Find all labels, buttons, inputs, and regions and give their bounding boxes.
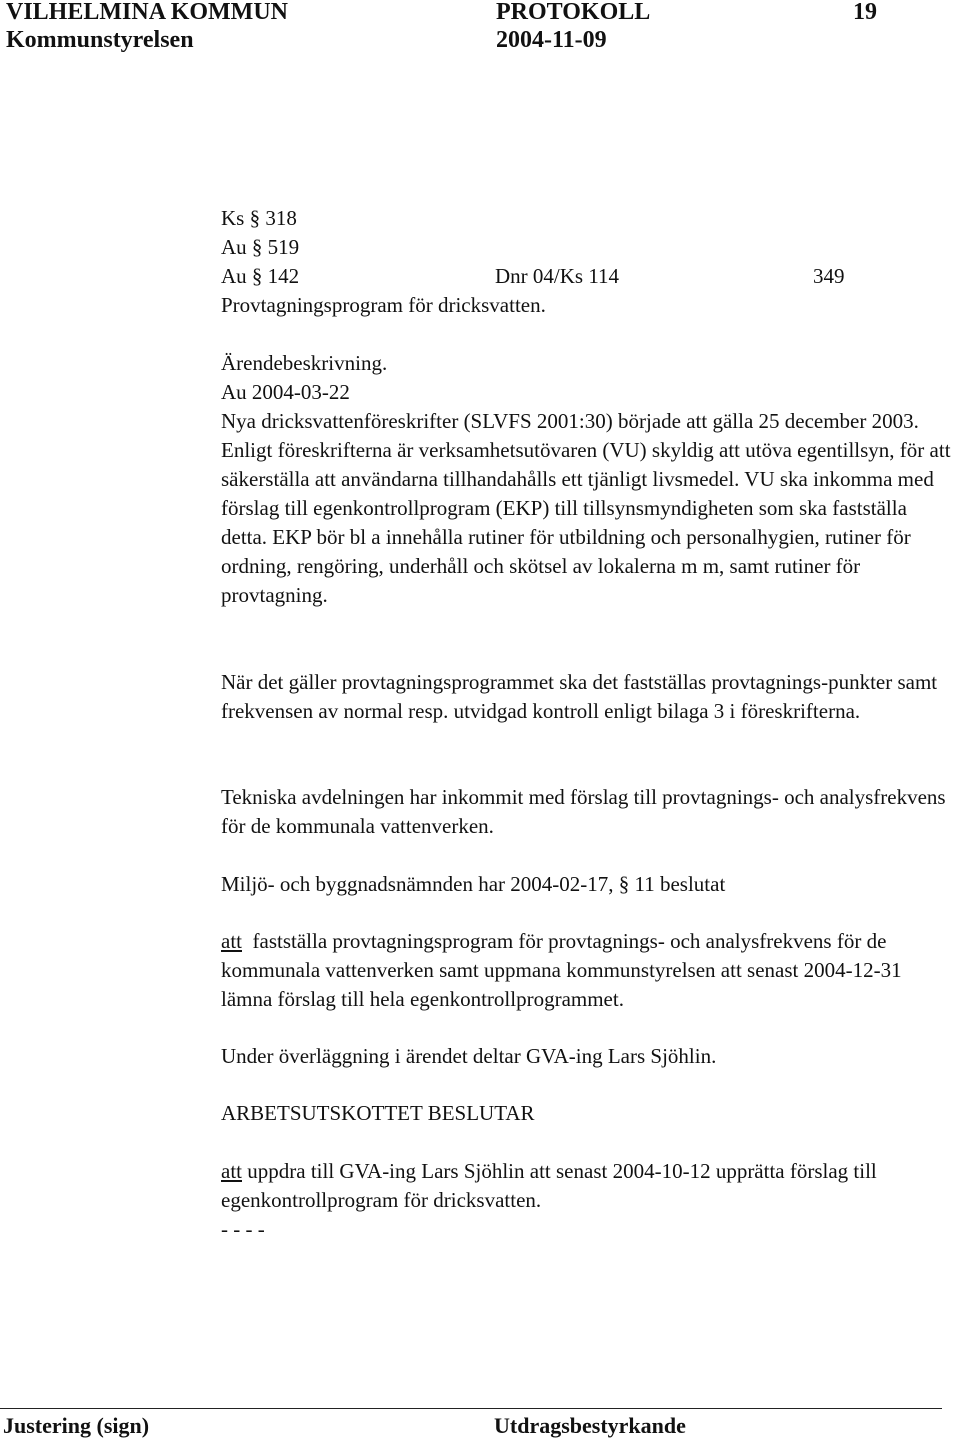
- paragraph-text: Miljö- och byggnadsnämnden har 2004-02-17, § 11 beslutat: [221, 872, 726, 896]
- decision-heading: ARBETSUTSKOTTET BESLUTAR: [221, 1101, 535, 1125]
- paragraph-text: [221, 927, 956, 1014]
- paragraph-deliberation: [221, 1042, 956, 1071]
- meeting-date: 2004-11-09: [496, 27, 607, 53]
- case-au-reference: Au § 519: [221, 235, 300, 259]
- footer-rule: [0, 1408, 942, 1409]
- paragraph-text: När det gäller provtagningsprogrammet ska det fastställas provtagnings-punkter samt frekvensen av normal resp. utvidgad kontroll enligt bilaga 3 i föreskrifterna.: [221, 670, 938, 723]
- case-code: 349: [813, 264, 845, 288]
- case-title: Provtagningsprogram för dricksvatten.: [221, 293, 546, 317]
- case-au-reference-2: Au § 142: [221, 264, 300, 288]
- end-mark: - - - -: [221, 1217, 265, 1241]
- att-keyword: att: [221, 1159, 242, 1183]
- description-text: Nya dricksvattenföreskrifter (SLVFS 2001:30) började att gälla 25 december 2003. Enligt föreskrifterna är verksamhetsutövaren (VU) skyldig att utöva egentillsyn, för att säkerställa att användarna tillhandahålls ett tjänligt livsmedel. VU ska inkomma med förslag till egenkontrollprogram (EKP) till tillsynsmyndigheten som ska fastställa detta. EKP bör bl a innehålla rutiner för utbildning och personalhygien, rutiner för ordning, rengöring, underhåll och skötsel av lokalerna m m, samt rutiner för provtagning.: [221, 409, 951, 607]
- att-text: fastställa provtagningsprogram för provtagnings- och analysfrekvens för de kommunala vattenverken samt uppmana kommunstyrelsen att senast 2004-12-31 lämna förslag till hela egenkontrollprogrammet.: [221, 929, 902, 1011]
- committee-name: Kommunstyrelsen: [6, 27, 194, 53]
- paragraph-technical-dept: [221, 783, 956, 841]
- decision-body: [221, 1157, 956, 1215]
- paragraph-committee-decision: [221, 870, 956, 899]
- decision-text: [221, 1157, 956, 1215]
- case-ks-reference: Ks § 318: [221, 206, 297, 230]
- description-body: [221, 407, 956, 610]
- decision-content: uppdra till GVA-ing Lars Sjöhlin att senast 2004-10-12 upprätta förslag till egenkontrollprogram för dricksvatten.: [221, 1159, 877, 1212]
- description-date: Au 2004-03-22: [221, 380, 350, 404]
- document-type: PROTOKOLL: [496, 0, 651, 25]
- municipality-name: VILHELMINA KOMMUN: [6, 0, 288, 25]
- paragraph-text: Tekniska avdelningen har inkommit med förslag till provtagnings- och analysfrekvens för de kommunala vattenverken.: [221, 785, 946, 838]
- footer-justering: Justering (sign): [3, 1413, 150, 1438]
- diary-number: Dnr 04/Ks 114: [495, 264, 620, 288]
- att-keyword: att: [221, 929, 242, 953]
- paragraph-sampling-points: [221, 668, 956, 726]
- description-heading: Ärendebeskrivning.: [221, 351, 388, 375]
- page-number: 19: [853, 0, 877, 25]
- paragraph-att-decision: [221, 927, 956, 1014]
- footer-utdragsbestyrkande: Utdragsbestyrkande: [494, 1413, 686, 1438]
- paragraph-text: Under överläggning i ärendet deltar GVA-ing Lars Sjöhlin.: [221, 1044, 717, 1068]
